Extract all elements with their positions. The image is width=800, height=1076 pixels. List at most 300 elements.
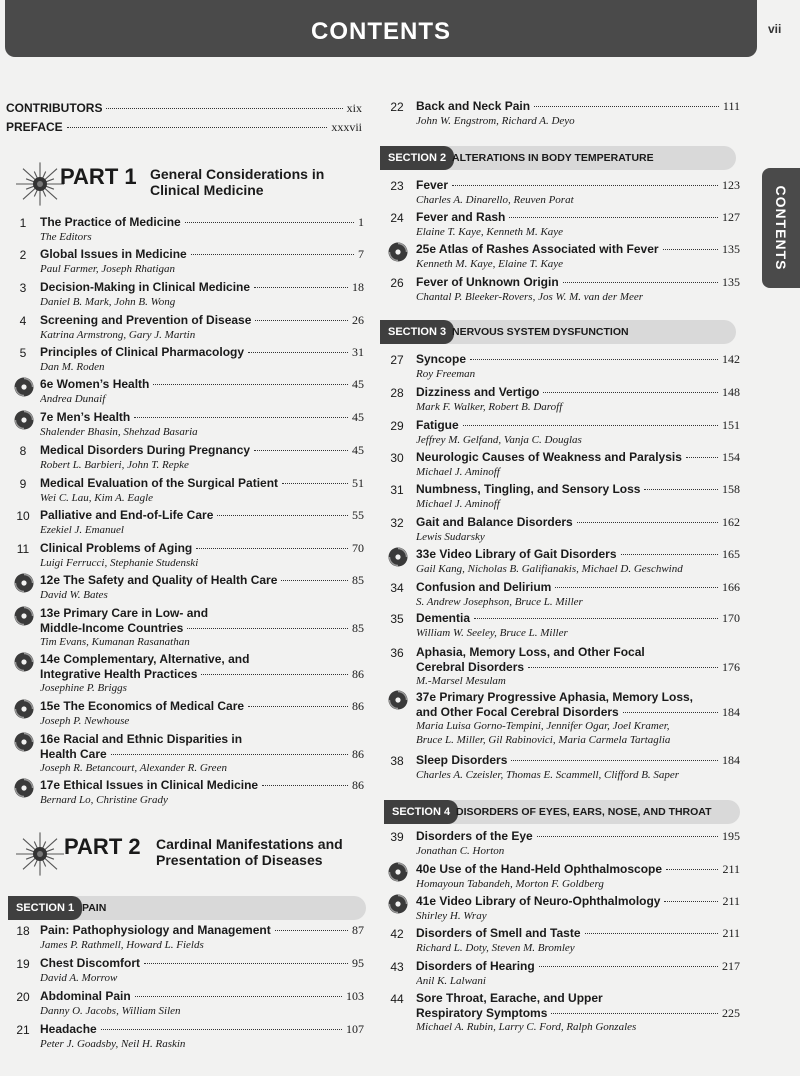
chapter-page: 127 <box>722 210 740 224</box>
chapter-title-text: 16e Racial and Ethnic Disparities in <box>40 732 243 746</box>
chapter-title-line <box>40 443 364 458</box>
chapter-number: 27 <box>390 353 404 367</box>
chapter-number: 2 <box>19 248 27 262</box>
chapter-authors: David W. Bates <box>40 588 108 601</box>
chapter-title-line <box>416 926 740 941</box>
chapter-number: 11 <box>16 542 30 556</box>
chapter-title-line <box>416 210 740 225</box>
leader-dots <box>621 554 718 555</box>
chapter-title-line <box>416 178 740 193</box>
chapter-title <box>416 275 740 290</box>
chapter-title-text: 13e Primary Care in Low- and <box>40 606 209 620</box>
front-matter-page: xxxvii <box>331 120 362 134</box>
chapter-page: 103 <box>346 989 364 1003</box>
chapter-page: 45 <box>352 443 364 457</box>
chapter-title-line <box>40 747 364 762</box>
leader-dots <box>185 222 354 223</box>
chapter-authors: Michael A. Rubin, Larry C. Ford, Ralph Gonzales <box>416 1021 637 1033</box>
chapter-number: 5 <box>19 346 27 360</box>
chapter-page: 26 <box>352 313 364 327</box>
chapter-page: 165 <box>722 547 740 561</box>
chapter-title-text: Medical Evaluation of the Surgical Patient <box>40 476 279 490</box>
chapter-title <box>416 580 740 595</box>
chapter-title-text: 14e Complementary, Alternative, and <box>40 652 250 666</box>
part-title <box>150 166 324 198</box>
chapter-authors: Lewis Sudarsky <box>416 530 485 543</box>
chapter-title-line <box>416 450 740 465</box>
chapter-title-line <box>416 705 740 720</box>
dvd-disc-icon <box>14 778 34 798</box>
chapter-number: 31 <box>390 483 404 497</box>
chapter-page: 7 <box>358 247 364 261</box>
chapter-page: 184 <box>722 704 740 719</box>
dvd-disc-icon <box>388 690 408 710</box>
dvd-disc-icon <box>14 377 34 397</box>
chapter-title <box>40 476 364 491</box>
chapter-page: 86 <box>352 778 364 792</box>
chapter-authors: M.-Marsel Mesulam <box>416 675 506 687</box>
chapter-page: 176 <box>722 659 740 674</box>
dvd-disc-icon <box>388 862 408 882</box>
chapter-title <box>40 443 364 458</box>
chapter-title-line <box>416 580 740 595</box>
chapter-title <box>416 753 740 768</box>
chapter-authors: John W. Engstrom, Richard A. Deyo <box>416 114 575 127</box>
chapter-title-text: Sore Throat, Earache, and Upper <box>416 991 603 1005</box>
chapter-number: 38 <box>390 754 404 768</box>
chapter-title-text: Chest Discomfort <box>40 956 141 970</box>
chapter-title-line <box>40 621 364 636</box>
chapter-title-text: Fever and Rash <box>416 210 506 224</box>
dvd-disc-icon <box>14 652 34 672</box>
chapter-number: 23 <box>390 179 404 193</box>
chapter-title-text: Disorders of the Eye <box>416 829 533 843</box>
chapter-title-text: The Practice of Medicine <box>40 215 181 229</box>
chapter-title <box>416 482 740 497</box>
leader-dots <box>144 963 348 964</box>
chapter-title-line <box>416 690 740 705</box>
chapter-page: 142 <box>722 352 740 366</box>
chapter-page: 107 <box>346 1022 364 1036</box>
chapter-page: 135 <box>722 242 740 256</box>
dvd-disc-icon <box>14 732 34 752</box>
leader-dots <box>201 674 348 675</box>
chapter-title <box>40 732 364 761</box>
chapter-title-text: 15e The Economics of Medical Care <box>40 699 245 713</box>
part-heading <box>14 830 374 890</box>
chapter-title-line <box>416 894 740 909</box>
chapter-page: 86 <box>352 666 364 681</box>
chapter-number: 20 <box>16 990 30 1004</box>
leader-dots <box>528 667 718 668</box>
chapter-title <box>40 699 364 714</box>
chapter-authors: David A. Morrow <box>40 971 118 984</box>
leader-dots <box>191 254 354 255</box>
chapter-title-text: Gait and Balance Disorders <box>416 515 573 529</box>
chapter-page: 45 <box>352 377 364 391</box>
chapter-title-line <box>40 215 364 230</box>
chapter-page: 162 <box>722 515 740 529</box>
leader-dots <box>534 106 719 107</box>
chapter-number: 29 <box>390 419 404 433</box>
chapter-title <box>40 377 364 392</box>
section-heading <box>384 800 740 824</box>
chapter-title <box>40 606 364 635</box>
chapter-title-line <box>416 515 740 530</box>
chapter-title <box>416 352 740 367</box>
chapter-title <box>416 991 740 1020</box>
chapter-title-line <box>40 956 364 971</box>
chapter-page: 1 <box>358 215 364 229</box>
leader-dots <box>551 1013 718 1014</box>
page-title: CONTENTS <box>311 18 451 45</box>
chapter-title-line <box>416 829 740 844</box>
chapter-number: 39 <box>390 830 404 844</box>
part-title-line: Cardinal Manifestations and <box>156 836 343 852</box>
chapter-title-text: Dizziness and Vertigo <box>416 385 540 399</box>
chapter-title-text: 33e Video Library of Gait Disorders <box>416 547 617 561</box>
chapter-title-line <box>416 645 740 660</box>
chapter-page: 170 <box>722 611 740 625</box>
chapter-title-text: 12e The Safety and Quality of Health Care <box>40 573 278 587</box>
chapter-number: 36 <box>390 646 404 660</box>
leader-dots <box>135 996 342 997</box>
chapter-authors: Daniel B. Mark, John B. Wong <box>40 295 176 308</box>
chapter-title-line <box>40 778 364 793</box>
chapter-page: 55 <box>352 508 364 522</box>
leader-dots <box>217 515 348 516</box>
chapter-title-line <box>416 611 740 626</box>
chapter-title-text: Disorders of Smell and Taste <box>416 926 581 940</box>
leader-dots <box>585 933 719 934</box>
leader-dots <box>106 108 342 109</box>
chapter-title <box>40 652 364 681</box>
chapter-page: 158 <box>722 482 740 496</box>
leader-dots <box>262 785 348 786</box>
leader-dots <box>134 417 348 418</box>
chapter-number: 19 <box>16 957 30 971</box>
side-tab-label: CONTENTS <box>773 185 789 271</box>
chapter-authors: Maria Luisa Gorno-Tempini, Jennifer Ogar, Joel Kramer, <box>416 720 670 732</box>
chapter-title <box>40 573 364 588</box>
chapter-number: 43 <box>390 960 404 974</box>
chapter-title <box>416 242 740 257</box>
chapter-title <box>40 956 364 971</box>
section-label: SECTION 4 <box>384 800 458 824</box>
section-name: PAIN <box>82 902 107 914</box>
chapter-title-line <box>416 991 740 1006</box>
chapter-authors: Michael J. Aminoff <box>416 465 500 478</box>
chapter-title <box>40 345 364 360</box>
leader-dots <box>537 836 718 837</box>
chapter-authors: Homayoun Tabandeh, Morton F. Goldberg <box>416 877 604 890</box>
chapter-title-line <box>416 352 740 367</box>
leader-dots <box>663 249 718 250</box>
chapter-title <box>416 611 740 626</box>
dvd-disc-icon <box>14 410 34 430</box>
section-heading <box>8 896 366 920</box>
chapter-page: 151 <box>722 418 740 432</box>
chapter-title-line <box>40 699 364 714</box>
chapter-authors: S. Andrew Josephson, Bruce L. Miller <box>416 595 583 608</box>
leader-dots <box>666 869 718 870</box>
chapter-number: 10 <box>16 509 30 523</box>
chapter-number: 42 <box>390 927 404 941</box>
part-heading <box>14 160 374 220</box>
chapter-authors: Charles A. Dinarello, Reuven Porat <box>416 193 574 206</box>
chapter-number: 18 <box>16 924 30 938</box>
chapter-authors: Elaine T. Kaye, Kenneth M. Kaye <box>416 225 564 238</box>
chapter-page: 85 <box>352 573 364 587</box>
chapter-title <box>416 418 740 433</box>
chapter-title-text: Aphasia, Memory Loss, and Other Focal <box>416 645 645 659</box>
chapter-authors: Ezekiel J. Emanuel <box>40 523 124 536</box>
chapter-authors: Josephine P. Briggs <box>40 682 127 694</box>
section-name: ALTERATIONS IN BODY TEMPERATURE <box>452 152 654 164</box>
dvd-disc-icon <box>14 573 34 593</box>
chapter-title-text: Health Care <box>40 746 107 761</box>
chapter-authors: Michael J. Aminoff <box>416 497 500 510</box>
chapter-page: 211 <box>722 926 740 940</box>
chapter-title <box>40 989 364 1004</box>
section-name: DISORDERS OF EYES, EARS, NOSE, AND THROAT <box>456 806 712 818</box>
front-matter-item[interactable] <box>6 101 362 116</box>
chapter-number: 8 <box>19 444 27 458</box>
leader-dots <box>111 754 348 755</box>
part-label: PART 2 <box>64 834 141 859</box>
front-matter-title: PREFACE <box>6 120 63 134</box>
chapter-title <box>416 690 740 719</box>
front-matter-page: xix <box>346 101 362 115</box>
chapter-page: 111 <box>722 99 740 113</box>
chapter-title-text: Numbness, Tingling, and Sensory Loss <box>416 482 641 496</box>
chapter-title <box>416 926 740 941</box>
dvd-disc-icon <box>388 547 408 567</box>
chapter-title-line <box>416 753 740 768</box>
chapter-title <box>416 385 740 400</box>
chapter-title-text: Confusion and Delirium <box>416 580 552 594</box>
chapter-page: 211 <box>722 894 740 908</box>
leader-dots <box>282 483 348 484</box>
chapter-page: 70 <box>352 541 364 555</box>
chapter-title-line <box>416 862 740 877</box>
chapter-number: 26 <box>390 276 404 290</box>
chapter-title-text: Dementia <box>416 611 471 625</box>
chapter-title-line <box>40 606 364 621</box>
chapter-title-line <box>40 541 364 556</box>
leader-dots <box>196 548 348 549</box>
chapter-title-line <box>416 275 740 290</box>
leader-dots <box>664 901 718 902</box>
chapter-page: 45 <box>352 410 364 424</box>
chapter-authors: Andrea Dunaif <box>40 392 106 405</box>
chapter-title-text: Fatigue <box>416 418 459 432</box>
leader-dots <box>187 628 348 629</box>
chapter-title <box>416 515 740 530</box>
leader-dots <box>67 127 328 128</box>
chapter-authors: Tim Evans, Kumanan Rasanathan <box>40 636 190 648</box>
chapter-title-text: Clinical Problems of Aging <box>40 541 193 555</box>
chapter-title <box>40 410 364 425</box>
chapter-page: 166 <box>722 580 740 594</box>
chapter-title-text: Principles of Clinical Pharmacology <box>40 345 245 359</box>
leader-dots <box>555 587 718 588</box>
chapter-authors: Gail Kang, Nicholas B. Galifianakis, Michael D. Geschwind <box>416 562 683 575</box>
chapter-title-text: 37e Primary Progressive Aphasia, Memory Loss, <box>416 690 694 704</box>
chapter-title-text: Medical Disorders During Pregnancy <box>40 443 251 457</box>
starburst-icon <box>14 160 66 208</box>
chapter-number: 21 <box>16 1023 30 1037</box>
chapter-authors: Peter J. Goadsby, Neil H. Raskin <box>40 1037 186 1050</box>
chapter-title <box>416 450 740 465</box>
chapter-title-line <box>40 923 364 938</box>
section-heading <box>380 320 736 344</box>
chapter-title-line <box>40 1022 364 1037</box>
chapter-page: 86 <box>352 699 364 713</box>
chapter-number: 44 <box>390 992 404 1006</box>
leader-dots <box>563 282 718 283</box>
chapter-title-text: 41e Video Library of Neuro-Ophthalmology <box>416 894 661 908</box>
chapter-title <box>40 280 364 295</box>
front-matter-item[interactable] <box>6 120 362 135</box>
leader-dots <box>543 392 718 393</box>
chapter-title-text: Screening and Prevention of Disease <box>40 313 252 327</box>
chapter-title <box>40 541 364 556</box>
chapter-title-text: Decision-Making in Clinical Medicine <box>40 280 251 294</box>
chapter-title-text: Middle-Income Countries <box>40 620 184 635</box>
chapter-title-line <box>40 573 364 588</box>
chapter-page: 123 <box>722 178 740 192</box>
leader-dots <box>153 384 348 385</box>
part-label: PART 1 <box>60 164 137 189</box>
chapter-page: 135 <box>722 275 740 289</box>
chapter-title-text: Pain: Pathophysiology and Management <box>40 923 271 937</box>
chapter-title-text: 17e Ethical Issues in Clinical Medicine <box>40 778 259 792</box>
chapter-title <box>416 547 740 562</box>
chapter-title-line <box>40 989 364 1004</box>
chapter-page: 211 <box>722 862 740 876</box>
chapter-authors: Jonathan C. Horton <box>416 844 505 857</box>
starburst-icon <box>14 830 66 878</box>
leader-dots <box>281 580 348 581</box>
chapter-title-text: 25e Atlas of Rashes Associated with Fever <box>416 242 659 256</box>
chapter-page: 184 <box>722 753 740 767</box>
chapter-title-text: Palliative and End-of-Life Care <box>40 508 214 522</box>
leader-dots <box>577 522 718 523</box>
chapter-authors: Charles A. Czeisler, Thomas E. Scammell, Clifford B. Saper <box>416 768 680 781</box>
section-label: SECTION 1 <box>8 896 82 920</box>
section-label: SECTION 3 <box>380 320 454 344</box>
dvd-disc-icon <box>388 242 408 262</box>
chapter-title-text: Fever <box>416 178 449 192</box>
chapter-authors: Joseph P. Newhouse <box>40 714 130 727</box>
dvd-disc-icon <box>14 606 34 626</box>
chapter-title-text: Respiratory Symptoms <box>416 1005 548 1020</box>
leader-dots <box>539 966 718 967</box>
chapter-page: 31 <box>352 345 364 359</box>
chapter-title-text: Headache <box>40 1022 97 1036</box>
chapter-title-text: 7e Men’s Health <box>40 410 131 424</box>
leader-dots <box>101 1029 342 1030</box>
chapter-title-line <box>416 482 740 497</box>
chapter-page: 225 <box>722 1005 740 1020</box>
chapter-authors: Shalender Bhasin, Shehzad Basaria <box>40 425 198 438</box>
chapter-authors: The Editors <box>40 230 92 243</box>
chapter-title-line <box>416 660 740 675</box>
chapter-authors: Bruce L. Miller, Gil Rabinovici, Maria Carmela Tartaglia <box>416 734 671 746</box>
chapter-title-line <box>416 959 740 974</box>
side-tab[interactable] <box>762 168 800 288</box>
chapter-title <box>416 829 740 844</box>
leader-dots <box>255 320 348 321</box>
chapter-title <box>416 178 740 193</box>
leader-dots <box>248 352 348 353</box>
chapter-title <box>40 215 364 230</box>
chapter-title <box>416 894 740 909</box>
chapter-title-text: 40e Use of the Hand-Held Ophthalmoscope <box>416 862 663 876</box>
chapter-page: 95 <box>352 956 364 970</box>
dvd-disc-icon <box>14 699 34 719</box>
leader-dots <box>623 712 718 713</box>
chapter-authors: Kenneth M. Kaye, Elaine T. Kaye <box>416 257 564 270</box>
chapter-authors: Robert L. Barbieri, John T. Repke <box>40 458 189 471</box>
leader-dots <box>452 185 718 186</box>
section-name: NERVOUS SYSTEM DYSFUNCTION <box>452 326 629 338</box>
chapter-authors: Shirley H. Wray <box>416 909 487 922</box>
part-title-line: Clinical Medicine <box>150 182 264 198</box>
chapter-title-line <box>40 652 364 667</box>
chapter-title-text: Back and Neck Pain <box>416 99 531 113</box>
chapter-title <box>416 645 740 674</box>
chapter-authors: Katrina Armstrong, Gary J. Martin <box>40 328 196 341</box>
chapter-title-text: Global Issues in Medicine <box>40 247 187 261</box>
chapter-title-line <box>40 667 364 682</box>
chapter-title-text: Abdominal Pain <box>40 989 131 1003</box>
chapter-number: 3 <box>19 281 27 295</box>
chapter-title-line <box>40 313 364 328</box>
chapter-authors: Chantal P. Bleeker-Rovers, Jos W. M. van der Meer <box>416 290 644 303</box>
chapter-authors: Paul Farmer, Joseph Rhatigan <box>40 262 176 275</box>
chapter-title-line <box>416 385 740 400</box>
chapter-title-line <box>40 476 364 491</box>
chapter-page: 148 <box>722 385 740 399</box>
part-title-line: General Considerations in <box>150 166 325 182</box>
chapter-title-text: Neurologic Causes of Weakness and Paralysis <box>416 450 682 464</box>
chapter-title <box>40 313 364 328</box>
chapter-authors: Joseph R. Betancourt, Alexander R. Green <box>40 762 227 774</box>
leader-dots <box>470 359 718 360</box>
chapter-title-line <box>40 732 364 747</box>
chapter-title <box>416 210 740 225</box>
chapter-authors: Luigi Ferrucci, Stephanie Studenski <box>40 556 199 569</box>
leader-dots <box>644 489 718 490</box>
leader-dots <box>474 618 718 619</box>
chapter-authors: Anil K. Lalwani <box>416 974 486 987</box>
chapter-title-line <box>416 418 740 433</box>
chapter-title <box>416 862 740 877</box>
chapter-title-line <box>416 242 740 257</box>
chapter-title <box>416 99 740 114</box>
chapter-authors: William W. Seeley, Bruce L. Miller <box>416 626 568 639</box>
leader-dots <box>511 760 718 761</box>
chapter-authors: Bernard Lo, Christine Grady <box>40 793 168 806</box>
chapter-authors: James P. Rathmell, Howard L. Fields <box>40 938 204 951</box>
section-heading <box>380 146 736 170</box>
section-label: SECTION 2 <box>380 146 454 170</box>
chapter-page: 18 <box>352 280 364 294</box>
chapter-title-line <box>416 1006 740 1021</box>
chapter-page: 86 <box>352 746 364 761</box>
